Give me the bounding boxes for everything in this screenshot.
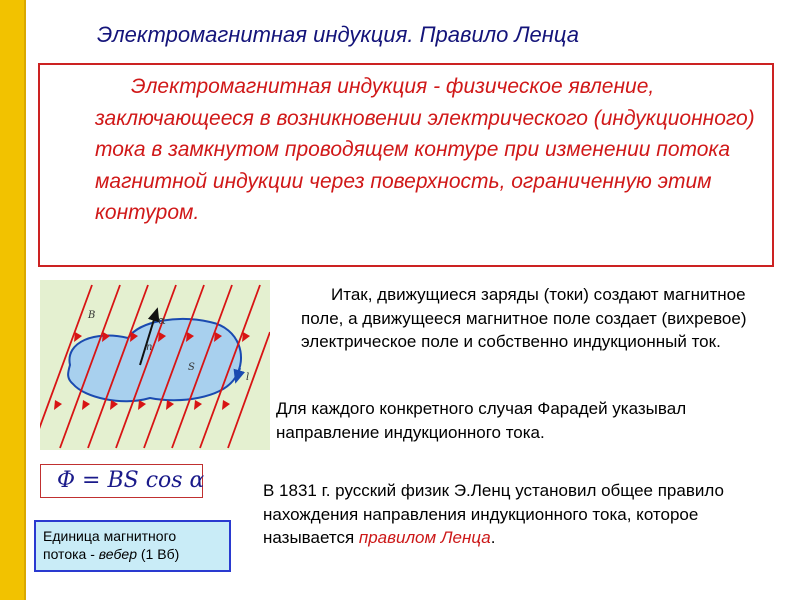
unit-suffix: (1 Вб): [137, 546, 180, 562]
left-accent-bar: [0, 0, 26, 600]
induction-figure: [40, 280, 270, 450]
flux-unit-box: [34, 520, 231, 572]
label-alpha: α: [158, 314, 166, 327]
unit-line-2: [43, 545, 223, 563]
label-s: S: [188, 362, 195, 373]
lenz-text: В 1831 г. русский физик Э.Ленц установил общее правило нахождения направления индукционного тока, которое называется: [263, 481, 724, 547]
label-l: l: [246, 372, 250, 383]
unit-prefix: потока -: [43, 546, 99, 562]
flux-formula: Φ = BS cos α: [40, 464, 203, 498]
unit-name: вебер: [98, 546, 137, 562]
induction-diagram: [40, 280, 270, 450]
paragraph-faraday: Для каждого конкретного случая Фарадей указывал направление индукционного тока.: [276, 399, 687, 442]
label-b: B: [88, 310, 96, 321]
lenz-end: .: [490, 528, 496, 547]
definition-text: Электромагнитная индукция - физическое явление, заключающееся в возникновении электрического (индукционного) тока в замкнутом проводящем контуре при изменении потока магнитной индукции через поверхность, ограниченную этим контуром.: [95, 75, 755, 224]
paragraph-moving-charges: Итак, движущиеся заряды (токи) создают магнитное поле, а движущееся магнитное поле создает (вихревое) электрическое поле и собственно индукционный ток.: [301, 285, 747, 351]
label-n: n: [146, 342, 153, 353]
lenz-rule-highlight: правилом Ленца: [358, 528, 491, 547]
slide-title: Электромагнитная индукция. Правило Ленца: [97, 22, 579, 47]
paragraph-lenz: [263, 479, 743, 550]
unit-line-1: Единица магнитного: [43, 528, 177, 544]
